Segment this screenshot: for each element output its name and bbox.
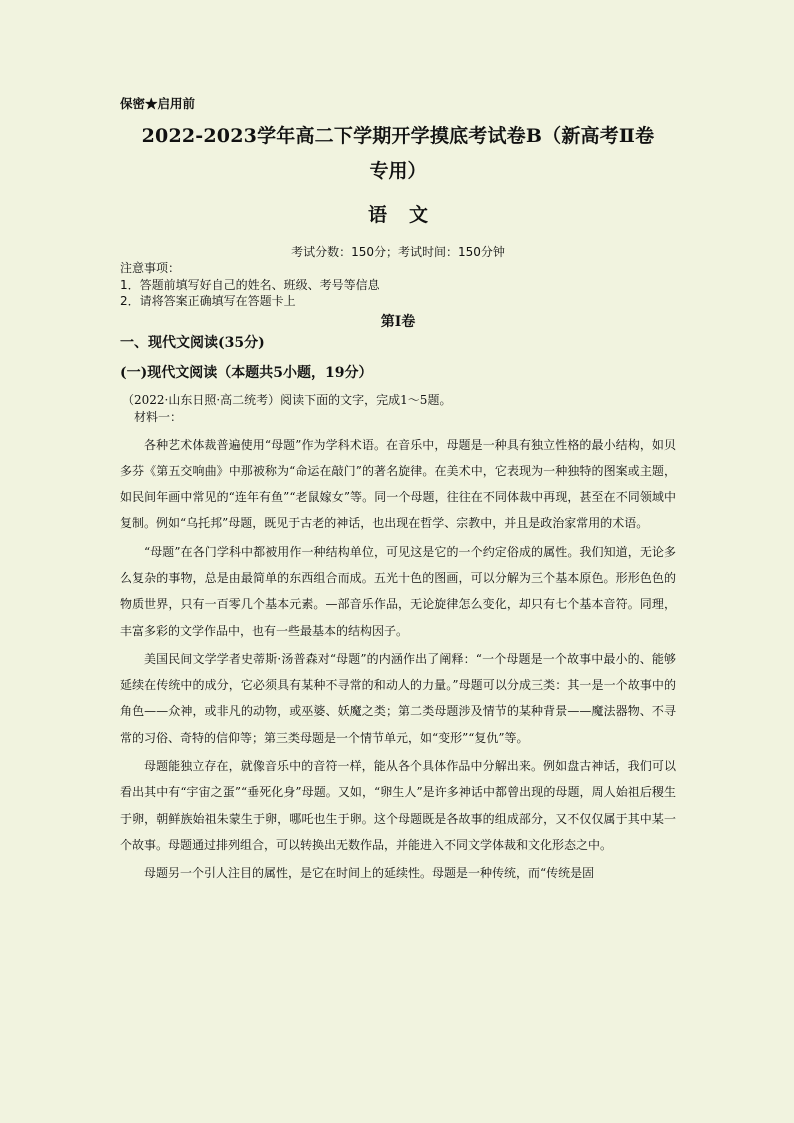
body-paragraph: “母题”在各门学科中都被用作一种结构单位，可见这是它的一个约定俗成的属性。我们知道，无论多么复杂的事物，总是由最简单的东西组合而成。五光十色的图画，可以分解为三个基本原色。形形色色的物质世界，只有一百零几个基本元素。—部音乐作品，无论旋律怎么变化，却只有七个基本音符。同理，丰富多彩的文学作品中，也有一些最基本的结构因子。 [120, 544, 676, 638]
notice-block [120, 260, 676, 310]
body-paragraph: 美国民间文学学者史蒂斯·汤普森对“母题”的内涵作出了阐释：“一个母题是一个故事中最小的、能够延续在传统中的成分，它必须具有某种不寻常的和动人的力量。”母题可以分成三类：其一是一个故事中的角色——众神，或非凡的动物，或巫婆、妖魔之类；第二类母题涉及情节的某种背景——魔法器物、不寻常的习俗、奇特的信仰等；第三类母题是一个情节单元，如“变形”“复仇”等。 [120, 651, 676, 745]
body-paragraph: 母题另一个引人注目的属性，是它在时间上的延续性。母题是一种传统，而“传统是固 [144, 866, 595, 881]
volume-heading: 第I卷 [380, 313, 416, 330]
section-subtitle: (一)现代文阅读（本题共5小题，19分） [120, 364, 373, 381]
subject-title: 语文 [367, 204, 450, 226]
document-page [120, 96, 676, 887]
body-paragraph: 各种艺术体裁普遍使用“母题”作为学科术语。在音乐中，母题是一种具有独立性格的最小结构，如贝多芬《第五交响曲》中那被称为“命运在敲门”的著名旋律。在美术中，它表现为一种独特的图案或主题，如民间年画中常见的“连年有鱼”“老鼠嫁女”等。同一个母题，往往在不同体裁中再现，甚至在不同领域中复制。例如“乌托邦”母题，既见于古老的神话，也出现在哲学、宗教中，并且是政治家常用的术语。 [120, 437, 676, 531]
notice-heading: 注意事项： [120, 261, 181, 275]
section-title: 一、现代文阅读(35分) [120, 334, 265, 351]
notice-item: 2．请将答案正确填写在答题卡上 [120, 294, 296, 308]
confidential-label: 保密★启用前 [120, 96, 196, 111]
exam-info: 考试分数：150分；考试时间：150分钟 [291, 245, 505, 259]
notice-item: 1．答题前填写好自己的姓名、班级、考号等信息 [120, 277, 380, 292]
material-label: 材料一： [134, 409, 183, 424]
exam-title-continued: 专用） [369, 160, 427, 182]
body-paragraph: 母题能独立存在，就像音乐中的音符一样，能从各个具体作品中分解出来。例如盘古神话，我们可以看出其中有“宇宙之蛋”“垂死化身”母题。又如，“卵生人”是许多神话中都曾出现的母题，周人始祖后稷生于卵，朝鲜族始祖朱蒙生于卵，哪吒也生于卵。这个母题既是各故事的组成部分，又不仅仅属于其中某一个故事。母题通过排列组合，可以转换出无数作品，并能进入不同文学体裁和文化形态之中。 [120, 759, 676, 852]
exam-title: 2022-2023学年高二下学期开学摸底考试卷B（新高考Ⅱ卷 [141, 125, 655, 147]
question-source: （2022·山东日照·高二统考）阅读下面的文字，完成1～5题。 [122, 392, 452, 407]
